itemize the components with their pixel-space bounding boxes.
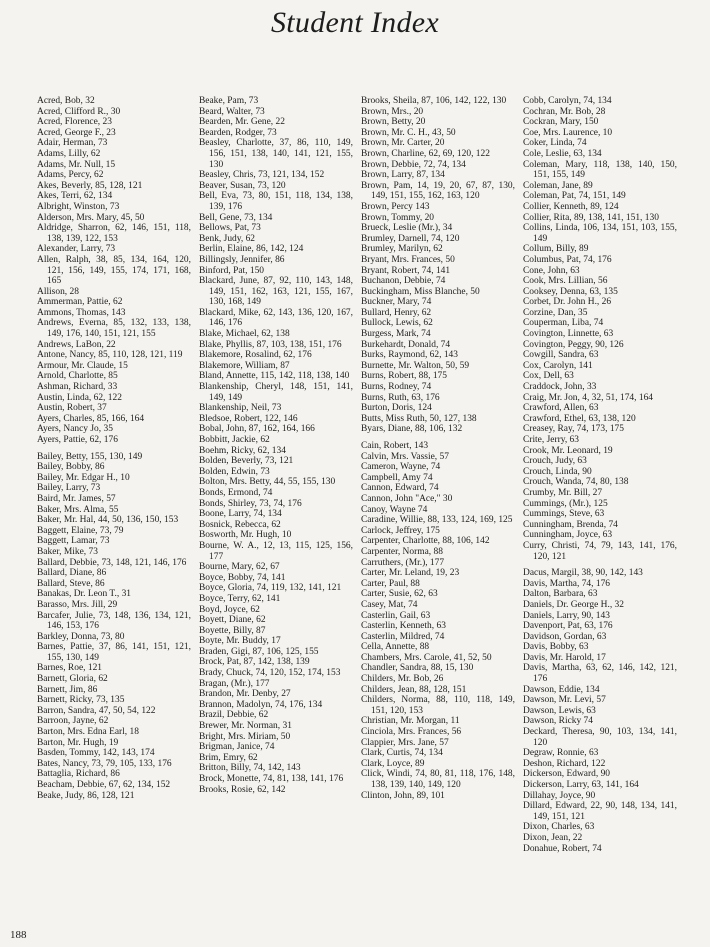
index-entry: Beacham, Debbie, 67, 62, 134, 152 bbox=[37, 780, 171, 790]
index-entry: Brown, Mr. Carter, 20 bbox=[361, 138, 445, 149]
index-entry: Cameron, Wayne, 74 bbox=[361, 462, 441, 473]
index-entry: Cinciola, Mrs. Frances, 56 bbox=[361, 727, 462, 738]
index-entry: Blankenship, Cheryl, 148, 151, 141, 149, 149 bbox=[199, 382, 353, 403]
index-entry: Barcafer, Julie, 73, 148, 136, 134, 121, 146, 153, 176 bbox=[37, 610, 191, 632]
page-number: 188 bbox=[10, 929, 27, 941]
index-entry: Daniels, Dr. George H., 32 bbox=[523, 599, 624, 610]
index-entry: Beaver, Susan, 73, 120 bbox=[199, 180, 286, 191]
index-entry: Caradine, Willie, 88, 133, 124, 169, 125 bbox=[361, 515, 513, 526]
index-entry: Allen, Ralph, 38, 85, 134, 164, 120, 121, 156, 149, 155, 174, 171, 168, 165 bbox=[37, 254, 191, 287]
index-entry: Cobb, Carolyn, 74, 134 bbox=[523, 96, 612, 106]
index-entry: Blackard, Mike, 62, 143, 136, 120, 167, 146, 176 bbox=[199, 307, 353, 329]
index-entry: Brown, Charline, 62, 69, 120, 122 bbox=[361, 148, 490, 159]
index-entry: Byars, Diane, 88, 106, 132 bbox=[361, 424, 463, 435]
index-entry: Bourne, W. A., 12, 13, 115, 125, 156, 177 bbox=[199, 540, 353, 562]
index-entry: Cowgill, Sandra, 63 bbox=[523, 350, 599, 361]
index-entry: Adams, Lilly, 62 bbox=[37, 148, 101, 159]
index-entry: Crawford, Allen, 63 bbox=[523, 403, 599, 414]
index-entry: Burkehardt, Donald, 74 bbox=[361, 339, 451, 350]
index-entry: Burns, Robert, 88, 175 bbox=[361, 371, 447, 382]
index-entry: Brown, Pam, 14, 19, 20, 67, 87, 130, 149, 151, 155, 162, 163, 120 bbox=[361, 180, 515, 202]
index-entry: Brown, Percy 143 bbox=[361, 201, 430, 212]
index-entry: Barnett, Ricky, 73, 135 bbox=[37, 695, 125, 706]
index-entry: Berlin, Elaine, 86, 142, 124 bbox=[199, 244, 304, 255]
index-entry: Adair, Herman, 73 bbox=[37, 138, 108, 149]
index-entry: Corbet, Dr. John H., 26 bbox=[523, 297, 612, 308]
index-entry: Bolden, Beverly, 73, 121 bbox=[199, 456, 294, 467]
index-entry: Battaglia, Richard, 86 bbox=[37, 769, 120, 780]
index-column-3 bbox=[361, 96, 515, 926]
index-entry: Austin, Linda, 62, 122 bbox=[37, 392, 122, 403]
index-entry: Bailey, Bobby, 86 bbox=[37, 462, 105, 473]
index-entry: Bledsoe, Robert, 122, 146 bbox=[199, 413, 298, 424]
index-entry: Barnett, Gloria, 62 bbox=[37, 674, 108, 685]
index-entry: Bullock, Lewis, 62 bbox=[361, 318, 433, 329]
index-entry: Crouch, Wanda, 74, 80, 138 bbox=[523, 477, 629, 488]
index-entry: Cannon, Edward, 74 bbox=[361, 483, 439, 494]
index-entry: Beard, Walter, 73 bbox=[199, 106, 265, 117]
index-entry: Carter, Mr. Leland, 19, 23 bbox=[361, 568, 460, 579]
index-entry: Bailey, Larry, 73 bbox=[37, 483, 101, 494]
index-entry: Davis, Mr. Harold, 17 bbox=[523, 652, 606, 663]
index-entry: Baggett, Lamar, 73 bbox=[37, 536, 110, 547]
index-entry: Bobbitt, Jackie, 62 bbox=[199, 435, 270, 445]
index-entry: Baker, Mrs. Alma, 55 bbox=[37, 504, 119, 515]
index-entry: Coker, Linda, 74 bbox=[523, 138, 587, 149]
index-entry: Clappier, Mrs. Jane, 57 bbox=[361, 737, 449, 748]
index-entry: Burns, Ruth, 63, 176 bbox=[361, 392, 440, 403]
index-entry: Craddock, John, 33 bbox=[523, 382, 597, 393]
index-entry: Creasey, Ray, 74, 173, 175 bbox=[523, 424, 624, 435]
index-entry: Donahue, Robert, 74 bbox=[523, 843, 602, 854]
index-entry: Coe, Mrs. Laurence, 10 bbox=[523, 127, 613, 138]
index-entry: Brock, Monette, 74, 81, 138, 141, 176 bbox=[199, 774, 344, 784]
index-entry: Casterlin, Gail, 63 bbox=[361, 610, 431, 621]
index-entry: Burnette, Mr. Walton, 50, 59 bbox=[361, 360, 470, 371]
index-entry: Click, Windi, 74, 80, 81, 118, 176, 148, 138, 139, 140, 149, 120 bbox=[361, 769, 515, 790]
index-entry: Barkley, Donna, 73, 80 bbox=[37, 631, 125, 642]
index-entry: Christian, Mr. Morgan, 11 bbox=[361, 716, 460, 727]
index-entry: Brown, Larry, 87, 134 bbox=[361, 170, 445, 181]
index-entry: Blackard, June, 87, 92, 110, 143, 148, 149, 151, 162, 163, 121, 155, 167, 130, 168, 149 bbox=[199, 276, 353, 308]
index-entry: Brim, Emry, 62 bbox=[199, 752, 258, 763]
index-entry: Dawson, Lewis, 63 bbox=[523, 705, 596, 716]
index-entry: Collum, Billy, 89 bbox=[523, 244, 589, 255]
index-entry: Crite, Jerry, 63 bbox=[523, 435, 579, 445]
index-entry: Brown, Mr. C. H., 43, 50 bbox=[361, 127, 456, 138]
index-entry: Cone, John, 63 bbox=[523, 265, 580, 276]
index-entry: Boyte, Mr. Buddy, 17 bbox=[199, 636, 281, 647]
index-entry: Basden, Tommy, 142, 143, 174 bbox=[37, 748, 155, 759]
index-entry: Baggett, Elaine, 73, 79 bbox=[37, 525, 124, 536]
index-entry: Barton, Mr. Hugh, 19 bbox=[37, 737, 119, 748]
index-entry: Brock, Pat, 87, 142, 138, 139 bbox=[199, 657, 310, 668]
index-entry: Crook, Mr. Leonard, 19 bbox=[523, 445, 613, 456]
index-entry: Childers, Mr. Bob, 26 bbox=[361, 674, 444, 685]
index-entry: Columbus, Pat, 74, 176 bbox=[523, 254, 612, 265]
index-entry: Chandler, Sandra, 88, 15, 130 bbox=[361, 663, 474, 674]
index-entry: Beake, Pam, 73 bbox=[199, 96, 259, 106]
index-entry: Coleman, Jane, 89 bbox=[523, 180, 593, 191]
index-entry: Bonds, Shirley, 73, 74, 176 bbox=[199, 498, 302, 509]
index-entry: Bailey, Mr. Edgar H., 10 bbox=[37, 472, 130, 483]
index-entry: Coleman, Pat, 74, 151, 149 bbox=[523, 191, 626, 202]
index-entry: Campbell, Amy 74 bbox=[361, 472, 433, 483]
index-entry: Arnold, Charlotte, 85 bbox=[37, 371, 118, 382]
index-entry: Bryant, Mrs. Frances, 50 bbox=[361, 254, 455, 265]
index-entry: Cox, Carolyn, 141 bbox=[523, 360, 593, 371]
index-entry: Brady, Chuck, 74, 120, 152, 174, 153 bbox=[199, 668, 341, 679]
index-entry: Brumley, Darnell, 74, 120 bbox=[361, 233, 460, 244]
index-entry: Corzine, Dan, 35 bbox=[523, 307, 588, 318]
index-entry: Baird, Mr. James, 57 bbox=[37, 493, 116, 504]
index-entry: Bell, Eva, 73, 80, 151, 118, 134, 138, 139, 176 bbox=[199, 191, 353, 212]
index-entry: Cockran, Mary, 150 bbox=[523, 117, 599, 128]
index-entry: Braden, Gigi, 87, 106, 125, 155 bbox=[199, 646, 319, 657]
index-entry: Banakas, Dr. Leon T., 31 bbox=[37, 589, 132, 600]
index-entry: Bland, Annette, 115, 142, 118, 138, 140 bbox=[199, 371, 350, 382]
index-entry: Bonds, Ermond, 74 bbox=[199, 487, 273, 498]
index-entry: Carpenter, Norma, 88 bbox=[361, 546, 443, 557]
index-entry: Boehm, Ricky, 62, 134 bbox=[199, 445, 286, 456]
index-entry: Collins, Linda, 106, 134, 151, 103, 155, 149 bbox=[523, 223, 677, 244]
index-entry: Collier, Kenneth, 89, 124 bbox=[523, 201, 619, 212]
index-entry: Barton, Mrs. Edna Earl, 18 bbox=[37, 727, 139, 738]
index-entry: Davis, Martha, 63, 62, 146, 142, 121, 176 bbox=[523, 663, 677, 685]
index-entry: Burgess, Mark, 74 bbox=[361, 329, 431, 340]
index-entry: Aldridge, Sharron, 62, 146, 151, 118, 138, 139, 122, 153 bbox=[37, 223, 191, 244]
index-entry: Armour, Mr. Claude, 15 bbox=[37, 360, 128, 371]
index-entry: Baker, Mike, 73 bbox=[37, 546, 98, 557]
index-entry: Ammons, Thomas, 143 bbox=[37, 307, 126, 318]
index-entry: Acred, Clifford R., 30 bbox=[37, 106, 121, 117]
index-entry: Carter, Susie, 62, 63 bbox=[361, 589, 438, 600]
index-entry: Cole, Leslie, 63, 134 bbox=[523, 148, 602, 159]
index-columns bbox=[37, 96, 677, 926]
index-entry: Burks, Raymond, 62, 143 bbox=[361, 350, 458, 361]
index-entry: Burns, Rodney, 74 bbox=[361, 382, 432, 393]
index-entry: Calvin, Mrs. Vassie, 57 bbox=[361, 451, 449, 462]
index-entry: Degraw, Ronnie, 63 bbox=[523, 748, 599, 759]
index-entry: Dillard, Edward, 22, 90, 148, 134, 141, 149, 151, 121 bbox=[523, 801, 677, 822]
index-entry: Clinton, John, 89, 101 bbox=[361, 790, 445, 801]
index-entry: Covington, Peggy, 90, 126 bbox=[523, 339, 624, 350]
index-entry: Collier, Rita, 89, 138, 141, 151, 130 bbox=[523, 212, 659, 223]
index-entry: Britton, Billy, 74, 142, 143 bbox=[199, 763, 301, 774]
index-entry: Adams, Mr. Null, 15 bbox=[37, 159, 116, 170]
index-entry: Brazil, Debbie, 62 bbox=[199, 710, 269, 721]
index-entry: Dawson, Eddie, 134 bbox=[523, 684, 600, 695]
index-entry: Bourne, Mary, 62, 67 bbox=[199, 562, 280, 573]
index-entry: Childers, Norma, 88, 110, 118, 149, 151, 120, 153 bbox=[361, 695, 515, 716]
index-entry: Brumley, Marilyn, 62 bbox=[361, 244, 443, 255]
index-entry: Dacus, Margil, 38, 90, 142, 143 bbox=[523, 568, 643, 579]
index-entry: Brown, Debbie, 72, 74, 134 bbox=[361, 159, 466, 170]
index-entry: Acred, George F., 23 bbox=[37, 127, 116, 138]
index-entry: Dickerson, Edward, 90 bbox=[523, 769, 611, 780]
index-entry: Childers, Jean, 88, 128, 151 bbox=[361, 684, 467, 695]
index-entry: Buckingham, Miss Blanche, 50 bbox=[361, 286, 480, 297]
index-entry: Coleman, Mary, 118, 138, 140, 150, 151, 155, 149 bbox=[523, 159, 677, 181]
index-entry: Brannon, Madolyn, 74, 176, 134 bbox=[199, 699, 323, 710]
index-entry: Ayers, Pattie, 62, 176 bbox=[37, 435, 118, 445]
index-entry: Acred, Florence, 23 bbox=[37, 117, 112, 128]
index-entry: Barnes, Pattie, 37, 86, 141, 151, 121, 155, 130, 149 bbox=[37, 642, 191, 663]
index-entry: Austin, Robert, 37 bbox=[37, 403, 107, 414]
index-entry: Brandon, Mr. Denby, 27 bbox=[199, 689, 291, 700]
index-entry: Alexander, Larry, 73 bbox=[37, 244, 116, 255]
index-entry: Deckard, Theresa, 90, 103, 134, 141, 120 bbox=[523, 727, 677, 748]
index-column-4 bbox=[523, 96, 677, 926]
index-entry: Ayers, Nancy Jo, 35 bbox=[37, 424, 113, 435]
index-entry: Billingsly, Jennifer, 86 bbox=[199, 254, 285, 265]
index-entry: Blake, Phyllis, 87, 103, 138, 151, 176 bbox=[199, 339, 342, 350]
index-column-2 bbox=[199, 96, 353, 926]
index-entry: Brooks, Sheila, 87, 106, 142, 122, 130 bbox=[361, 96, 507, 106]
index-entry: Daniels, Larry, 90, 143 bbox=[523, 610, 610, 621]
index-entry: Andrews, Everna, 85, 132, 133, 138, 149, 176, 140, 151, 121, 155 bbox=[37, 318, 191, 340]
index-entry: Binford, Pat, 150 bbox=[199, 265, 265, 276]
index-entry: Cummings, Steve, 63 bbox=[523, 509, 605, 520]
index-entry: Curry, Christi, 74, 79, 143, 141, 176, 120, 121 bbox=[523, 540, 677, 562]
page-title: Student Index bbox=[270, 6, 439, 39]
index-entry: Brewer, Mr. Norman, 31 bbox=[199, 721, 292, 732]
index-entry: Carpenter, Charlotte, 88, 106, 142 bbox=[361, 536, 490, 547]
index-entry: Couperman, Liba, 74 bbox=[523, 318, 604, 329]
index-entry: Boyett, Diane, 62 bbox=[199, 615, 266, 626]
index-entry: Cox, Dell, 63 bbox=[523, 371, 574, 382]
index-entry: Bailey, Betty, 155, 130, 149 bbox=[37, 451, 143, 462]
index-entry: Beasley, Charlotte, 37, 86, 110, 149, 156, 151, 138, 140, 141, 121, 155, 130 bbox=[199, 138, 353, 170]
index-entry: Bearden, Rodger, 73 bbox=[199, 127, 277, 138]
index-entry: Cooksey, Denna, 63, 135 bbox=[523, 286, 618, 297]
index-entry: Blake, Michael, 62, 138 bbox=[199, 329, 290, 340]
index-entry: Bragan, (Mr.), 177 bbox=[199, 678, 270, 689]
index-entry: Andrews, LaBon, 22 bbox=[37, 339, 116, 350]
index-entry: Cummings, (Mr.), 125 bbox=[523, 498, 608, 509]
index-entry: Albright, Winston, 73 bbox=[37, 201, 120, 212]
index-entry: Butts, Miss Ruth, 50, 127, 138 bbox=[361, 413, 477, 424]
index-entry: Carlock, Jeffrey, 175 bbox=[361, 525, 440, 536]
index-entry: Akes, Terri, 62, 134 bbox=[37, 191, 113, 202]
index-entry: Boone, Larry, 74, 134 bbox=[199, 509, 282, 520]
index-entry: Alderson, Mrs. Mary, 45, 50 bbox=[37, 212, 145, 223]
index-entry: Acred, Bob, 32 bbox=[37, 96, 95, 106]
index-entry: Blankenship, Neil, 73 bbox=[199, 403, 282, 414]
index-entry: Casterlin, Mildred, 74 bbox=[361, 631, 445, 642]
index-entry: Bullard, Henry, 62 bbox=[361, 307, 432, 318]
index-entry: Cannon, John "Ace," 30 bbox=[361, 493, 453, 504]
index-entry: Cunningham, Joyce, 63 bbox=[523, 530, 613, 541]
index-entry: Canoy, Wayne 74 bbox=[361, 504, 428, 515]
index-entry: Burton, Doris, 124 bbox=[361, 403, 432, 414]
index-entry: Carter, Paul, 88 bbox=[361, 578, 420, 589]
index-entry: Dickerson, Larry, 63, 141, 164 bbox=[523, 780, 639, 790]
index-entry: Bright, Mrs. Miriam, 50 bbox=[199, 731, 291, 742]
index-entry: Buchanon, Debbie, 74 bbox=[361, 276, 446, 287]
index-entry: Barroon, Jayne, 62 bbox=[37, 716, 109, 727]
index-entry: Ammerman, Pattie, 62 bbox=[37, 297, 123, 308]
index-entry: Crumby, Mr. Bill, 27 bbox=[523, 487, 603, 498]
index-entry: Dawson, Mr. Levi, 57 bbox=[523, 695, 606, 706]
index-entry: Deshon, Richard, 122 bbox=[523, 758, 606, 769]
index-entry: Chambers, Mrs. Carole, 41, 52, 50 bbox=[361, 652, 492, 663]
index-entry: Brown, Mrs., 20 bbox=[361, 106, 424, 117]
index-column-1 bbox=[37, 96, 191, 926]
index-entry: Brooks, Rosie, 62, 142 bbox=[199, 784, 286, 795]
index-entry: Akes, Beverly, 85, 128, 121 bbox=[37, 180, 143, 191]
index-entry: Barnett, Jim, 86 bbox=[37, 684, 98, 695]
index-entry: Antone, Nancy, 85, 110, 128, 121, 119 bbox=[37, 350, 183, 361]
index-entry: Bryant, Robert, 74, 141 bbox=[361, 265, 451, 276]
index-entry: Dillahay, Joyce, 90 bbox=[523, 790, 596, 801]
index-entry: Brown, Betty, 20 bbox=[361, 117, 426, 128]
index-entry: Cain, Robert, 143 bbox=[361, 441, 429, 451]
index-entry: Brigman, Janice, 74 bbox=[199, 742, 275, 753]
index-entry: Cochran, Mr. Bob, 28 bbox=[523, 106, 606, 117]
index-entry: Blakemore, Rosalind, 62, 176 bbox=[199, 350, 312, 361]
index-entry: Blakemore, William, 87 bbox=[199, 360, 290, 371]
index-entry: Ayers, Charles, 85, 166, 164 bbox=[37, 413, 145, 424]
index-entry: Barasso, Mrs. Jill, 29 bbox=[37, 599, 118, 610]
index-entry: Allison, 28 bbox=[37, 286, 79, 297]
index-entry: Baker, Mr. Hal, 44, 50, 136, 150, 153 bbox=[37, 515, 179, 526]
index-entry: Beake, Judy, 86, 128, 121 bbox=[37, 790, 135, 801]
index-entry: Covington, Linnette, 63 bbox=[523, 329, 614, 340]
index-entry: Dixon, Charles, 63 bbox=[523, 822, 595, 833]
index-entry: Dalton, Barbara, 63 bbox=[523, 589, 598, 600]
index-entry: Boyce, Terry, 62, 141 bbox=[199, 593, 281, 604]
index-entry: Bosnick, Rebecca, 62 bbox=[199, 519, 281, 530]
index-entry: Craig, Mr. Jon, 4, 32, 51, 174, 164 bbox=[523, 392, 654, 403]
index-entry: Benk, Judy, 62 bbox=[199, 233, 256, 244]
index-entry: Davidson, Gordan, 63 bbox=[523, 631, 607, 642]
index-entry: Carruthers, (Mr.), 177 bbox=[361, 557, 445, 568]
index-entry: Bosworth, Mr. Hugh, 10 bbox=[199, 530, 292, 541]
index-entry: Davis, Martha, 74, 176 bbox=[523, 578, 611, 589]
index-entry: Davis, Bobby, 63 bbox=[523, 642, 589, 653]
index-entry: Bellows, Pat, 73 bbox=[199, 223, 261, 234]
index-entry: Bolton, Mrs. Betty, 44, 55, 155, 130 bbox=[199, 477, 336, 488]
index-entry: Dawson, Ricky 74 bbox=[523, 716, 593, 727]
index-entry: Crawford, Ethel, 63, 138, 120 bbox=[523, 413, 636, 424]
index-entry: Dixon, Jean, 22 bbox=[523, 832, 583, 843]
index-entry: Boyette, Billy, 87 bbox=[199, 625, 266, 636]
index-entry: Cunningham, Brenda, 74 bbox=[523, 519, 618, 530]
index-entry: Bell, Gene, 73, 134 bbox=[199, 212, 273, 223]
index-entry: Brown, Tommy, 20 bbox=[361, 212, 435, 223]
index-entry: Beasley, Chris, 73, 121, 134, 152 bbox=[199, 170, 325, 181]
index-entry: Boyce, Bobby, 74, 141 bbox=[199, 572, 286, 583]
index-entry: Clark, Loyce, 89 bbox=[361, 758, 425, 769]
index-entry: Ballard, Debbie, 73, 148, 121, 146, 176 bbox=[37, 557, 187, 568]
index-entry: Barron, Sandra, 47, 50, 54, 122 bbox=[37, 705, 156, 716]
index-entry: Boyd, Joyce, 62 bbox=[199, 604, 260, 615]
index-entry: Ballard, Steve, 86 bbox=[37, 578, 105, 589]
index-entry: Crouch, Linda, 90 bbox=[523, 466, 592, 477]
index-entry: Adams, Percy, 62 bbox=[37, 170, 104, 181]
index-entry: Cook, Mrs. Lillian, 56 bbox=[523, 276, 608, 287]
index-entry: Davenport, Pat, 63, 176 bbox=[523, 621, 613, 632]
index-entry: Cella, Annette, 88 bbox=[361, 642, 430, 653]
index-entry: Barnes, Roe, 121 bbox=[37, 663, 103, 674]
index-entry: Bearden, Mr. Gene, 22 bbox=[199, 117, 285, 128]
index-entry: Ballard, Diane, 86 bbox=[37, 568, 107, 579]
index-entry: Boyce, Gloria, 74, 119, 132, 141, 121 bbox=[199, 583, 342, 594]
index-entry: Casey, Mat, 74 bbox=[361, 599, 418, 610]
index-entry: Buckner, Mary, 74 bbox=[361, 297, 432, 308]
index-entry: Casterlin, Kenneth, 63 bbox=[361, 621, 446, 632]
index-entry: Bates, Nancy, 73, 79, 105, 133, 176 bbox=[37, 758, 172, 769]
index-entry: Crouch, Judy, 63 bbox=[523, 456, 587, 467]
index-entry: Ashman, Richard, 33 bbox=[37, 382, 118, 393]
index-entry: Bolden, Edwin, 73 bbox=[199, 466, 270, 477]
index-entry: Bobal, John, 87, 162, 164, 166 bbox=[199, 424, 315, 435]
index-entry: Clark, Curtis, 74, 134 bbox=[361, 748, 443, 759]
index-entry: Brueck, Leslie (Mr.), 34 bbox=[361, 223, 453, 234]
